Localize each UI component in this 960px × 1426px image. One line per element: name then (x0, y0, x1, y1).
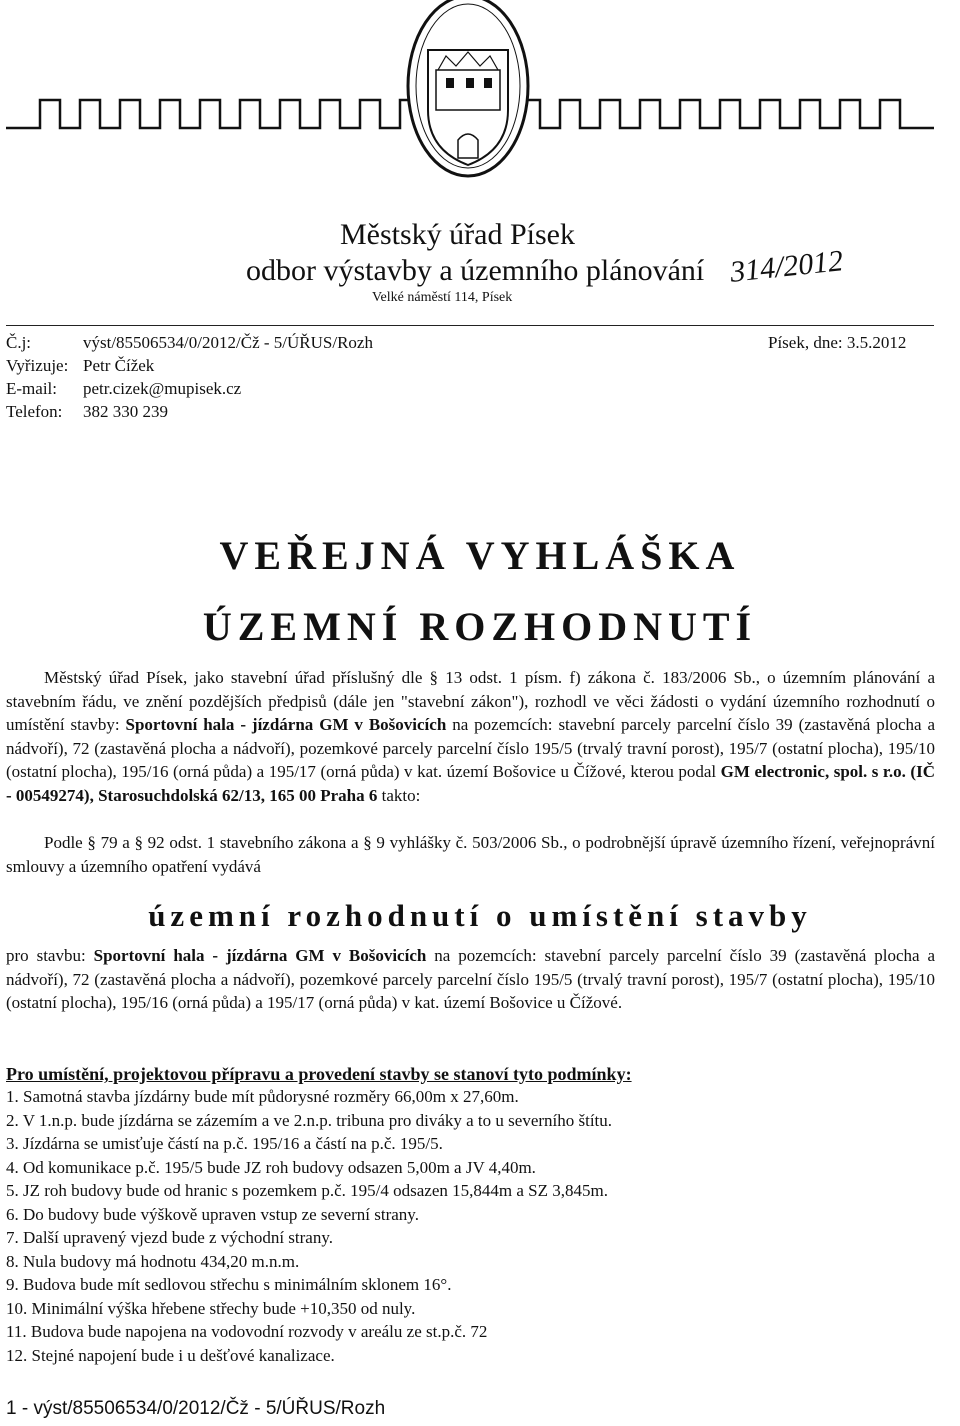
phone-label: Telefon: (6, 402, 63, 421)
phone-row (6, 402, 168, 422)
handler-row (6, 356, 154, 376)
decision-text-c: na pozemcích: stavební parcely parcelní číslo 39 (zastavěná plocha a nádvoří), 72 (zastavěná plocha a nádvoří), pozemkové parcely parcelní číslo 195/5 (trvalý travní porost), 195/7 (ostatní plocha), 195/10 (ostatní plocha), 195/16 (orná půda) a 195/17 (orná půda) v kat. území Bošovice u Čížové. (6, 946, 936, 1012)
intro-text-a: Městský úřad Písek, jako stavební úřad příslušný dle § 13 odst. 1 písm. f) zákona č. 183/2006 Sb., o územním plánování a stavebním řádu, ve znění pozdějších předpisů (dále jen "stavební zákon"), rozhodl ve věci žádosti o vydání územního rozhodnutí o umístění stavby: (6, 668, 935, 734)
conditions-title: Pro umístění, projektovou přípravu a provedení stavby se stanoví tyto podmínky: (6, 1064, 632, 1084)
condition-item: 2. V 1.n.p. bude jízdárna se zázemím a ve 2.n.p. tribuna pro diváky a to u severního štítu. (6, 1110, 613, 1130)
handwritten-reference: 314/2012 (728, 244, 845, 289)
condition-item: 7. Další upravený vjezd bude z východní strany. (6, 1228, 334, 1247)
conditions-list (6, 1085, 612, 1367)
condition-item: 11. Budova bude napojena na vodovodní rozvody v areálu ze st.p.č. 72 (6, 1322, 488, 1341)
condition-item: 4. Od komunikace p.č. 195/5 bude JZ roh budovy odsazen 5,00m a JV 4,40m. (6, 1157, 536, 1177)
decision-heading: územní rozhodnutí o umístění stavby (148, 898, 812, 933)
decision-text-a: pro stavbu: (6, 946, 94, 965)
phone-value: 382 330 239 (83, 402, 168, 421)
reference-number-row (6, 333, 373, 353)
document-date: Písek, dne: 3.5.2012 (768, 333, 907, 352)
condition-item: 1. Samotná stavba jízdárny bude mít půdorysné rozměry 66,00m x 27,60m. (6, 1087, 519, 1106)
meander-line-left (6, 100, 420, 128)
condition-item: 5. JZ roh budovy bude od hranic s pozemkem p.č. 195/4 odsazen 15,844m a SZ 3,845m. (6, 1181, 608, 1200)
intro-paragraph (6, 666, 935, 807)
meander-line-right (520, 100, 934, 128)
decision-title: ÚZEMNÍ ROZHODNUTÍ (202, 604, 758, 649)
decision-project-name: Sportovní hala - jízdárna GM v Bošovicích (93, 946, 427, 965)
header-divider (6, 325, 934, 326)
intro-project-name: Sportovní hala - jízdárna GM v Bošovicích (125, 715, 447, 734)
email-row (6, 379, 241, 399)
email-value: petr.cizek@mupisek.cz (83, 379, 242, 398)
reference-label: Č.j: (6, 333, 32, 352)
page-footer: 1 - výst/85506534/0/2012/Čž - 5/ÚŘUS/Rozh (6, 1398, 386, 1419)
handler-value: Petr Čížek (83, 356, 155, 375)
legal-basis-paragraph (6, 831, 935, 878)
legal-basis-text: Podle § 79 a § 92 odst. 1 stavebního zákona a § 9 vyhlášky č. 503/2006 Sb., o podrobnější úpravě územního řízení, veřejnoprávní smlouvy a územního opatření vydává (6, 833, 935, 876)
condition-item: 12. Stejné napojení bude i u dešťové kanalizace. (6, 1345, 335, 1365)
condition-item: 9. Budova bude mít sedlovou střechu s minimálním sklonem 16°. (6, 1275, 452, 1294)
intro-text-e: takto: (377, 785, 421, 805)
public-notice-title: VEŘEJNÁ VYHLÁŠKA (219, 533, 741, 578)
email-label: E-mail: (6, 379, 57, 398)
department-name: odbor výstavby a územního plánování (246, 254, 705, 287)
header-emblem-band (0, 0, 960, 190)
office-address: Velké náměstí 114, Písek (372, 290, 513, 305)
coat-of-arms-seal (408, 0, 528, 176)
condition-item: 10. Minimální výška hřebene střechy bude +10,350 od nuly. (6, 1298, 416, 1318)
condition-item: 6. Do budovy bude výškově upraven vstup ze severní strany. (6, 1204, 419, 1224)
office-name: Městský úřad Písek (340, 218, 575, 251)
handler-label: Vyřizuje: (6, 356, 69, 375)
intro-applicant: GM electronic, spol. s r.o. (IČ - 00549274), Starosuchdolská 62/13, 165 00 Praha 6 (6, 762, 935, 805)
condition-item: 3. Jízdárna se umisťuje částí na p.č. 195/16 a částí na p.č. 195/5. (6, 1134, 443, 1153)
decision-body (6, 944, 935, 1015)
reference-value: výst/85506534/0/2012/Čž - 5/ÚŘUS/Rozh (83, 333, 373, 352)
intro-text-c: na pozemcích: stavební parcely parcelní číslo 39 (zastavěná plocha a nádvoří), 72 (zastavěná plocha a nádvoří), pozemkové parcely parcelní číslo 195/5 (trvalý travní porost), 195/7 (ostatní plocha), 195/10 (ostatní plocha), 195/16 (orná půda) a 195/17 (orná půda) v kat. území Bošovice u Čížové, kterou podal (6, 715, 935, 781)
condition-item: 8. Nula budovy má hodnotu 434,20 m.n.m. (6, 1251, 300, 1271)
